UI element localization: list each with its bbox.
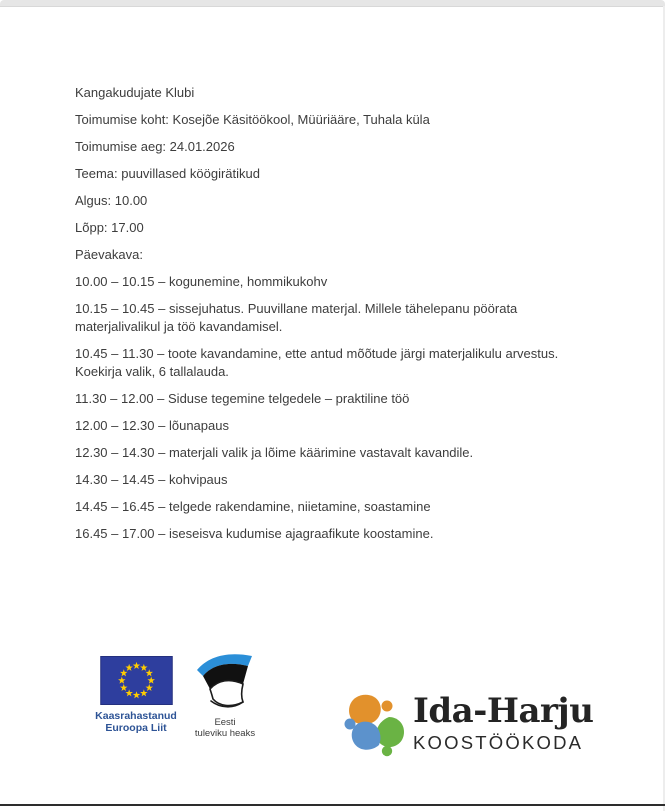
estonia-logo-caption: Eesti tuleviku heaks: [194, 717, 256, 739]
detail-end-time: Lõpp: 17.00: [75, 220, 144, 235]
idaharju-logo-subtitle: KOOSTÖÖKODA: [413, 732, 584, 753]
agenda-item: 10.15 – 10.45 – sissejuhatus. Puuvillane materjal. Millele tähelepanu pöörata materjalivalikul ja töö kavandamisel.: [75, 301, 518, 334]
detail-location: Toimumise koht: Kosejõe Käsitöökool, Müüriääre, Tuhala küla: [75, 112, 430, 127]
agenda-item: 10.45 – 11.30 – toote kavandamine, ette antud mõõtude järgi materjalikulu arvestus. Koekirja valik, 6 tallalauda.: [75, 346, 559, 379]
idaharju-orange-dot: [382, 701, 393, 712]
window-top-edge: [0, 0, 665, 7]
document-title: Kangakudujate Klubi: [75, 85, 195, 100]
detail-topic: Teema: puuvillased köögirätikud: [75, 166, 260, 181]
eu-flag-logo: [100, 656, 173, 705]
estonia-flag-logo: [192, 651, 258, 711]
eu-logo-caption: Kaasrahastanud Euroopa Liit: [95, 710, 177, 734]
document-body: [75, 84, 591, 552]
detail-start-time: Algus: 10.00: [75, 193, 148, 208]
idaharju-green-blob: [376, 717, 404, 747]
idaharju-blue-blob: [352, 722, 381, 750]
detail-date: Toimumise aeg: 24.01.2026: [75, 139, 235, 154]
idaharju-logo-mark: [343, 693, 407, 757]
idaharju-blue-dot: [345, 719, 356, 730]
agenda-item: 12.30 – 14.30 – materjali valik ja lõime käärimine vastavalt kavandile.: [75, 445, 474, 460]
agenda-heading: Päevakava:: [75, 247, 143, 262]
agenda-item: 14.45 – 16.45 – telgede rakendamine, niietamine, soastamine: [75, 499, 431, 514]
agenda-item: 16.45 – 17.00 – iseseisva kudumise ajagraafikute koostamine.: [75, 526, 434, 541]
agenda-item: 10.00 – 10.15 – kogunemine, hommikukohv: [75, 274, 328, 289]
idaharju-logo: [343, 693, 603, 759]
idaharju-logo-name: Ida-Harju: [413, 691, 594, 731]
agenda-item: 14.30 – 14.45 – kohvipaus: [75, 472, 228, 487]
idaharju-green-dot: [382, 746, 392, 756]
idaharju-orange-blob: [349, 695, 381, 725]
agenda-item: 11.30 – 12.00 – Siduse tegemine telgedele – praktiline töö: [75, 391, 410, 406]
window-bottom-edge: [0, 804, 665, 806]
agenda-item: 12.00 – 12.30 – lõunapaus: [75, 418, 229, 433]
estonia-white-band: [210, 681, 243, 706]
